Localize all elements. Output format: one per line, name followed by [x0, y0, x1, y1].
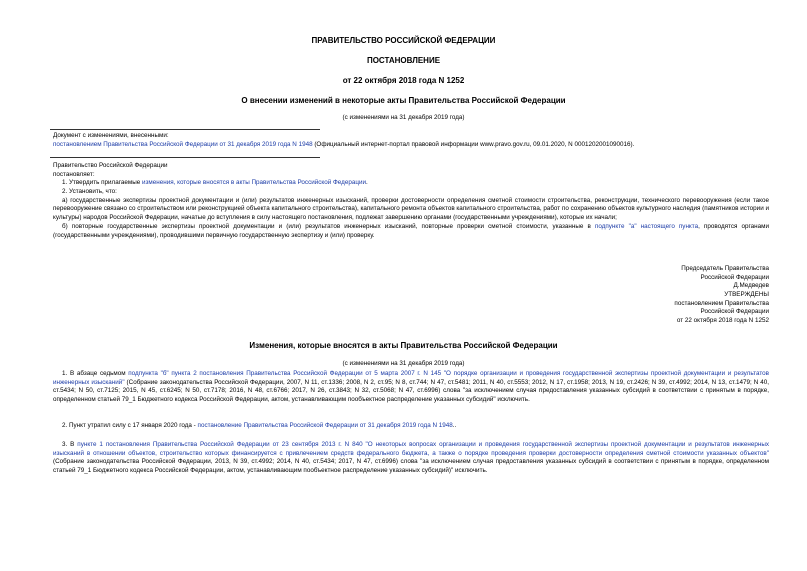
- header-date-number: от 22 октября 2018 года N 1252: [342, 76, 465, 85]
- amendments-line: постановлением Правительства Российской Федерации от 31 декабря 2019 года N 1948 (Официальный интернет-портал правовой информации www.pravo.gov.ru, 09.01.2020, N 0001202001090016).: [53, 140, 635, 148]
- change-item-3: 3. В пункте 1 постановления Правительства Российской Федерации от 23 сентября 2013 г. N 840 "О некоторых вопросах организации и проведения государственной экспертизы проектной документации и результатов инженерных изысканий в отношении объектов, строительство которых финансируется с привлечением средств федерального бюджета, а также о порядке проведения проверки достоверности определения сметной стоимости указанных объектов" (Собрание законодательства Российской Федерации, 2013, N 39, ст.4992; 2014, N 40, ст.5434; 2017, N 47, ст.6996) слова "за исключением случая предоставления указанных субсидий в соответствии с принятым в порядке, определенном статьей 79_1 Бюджетного кодекса Российской Федерации, актом, устанавливающим пообъектное распределение указанных субсидий)" исключить.: [53, 441, 769, 475]
- change-item-1: 1. В абзаце седьмом подпункта "б" пункта 2 постановления Правительства Российской Федерации от 5 марта 2007 г. N 145 "О порядке организации и проведения государственной экспертизы проектной документации и результатов инженерных изысканий" (Собрание законодательства Российской Федерации, 2007, N 11, ст.1336; 2008, N 2, ст.95; N 8, ст.744; N 47, ст.5481; 2011, N 40, ст.5553; 2012, N 17, ст.1958; 2013, N 19, ст.2426; N 39, ст.4992; 2014, N 13, ст.1479; N 40, ст.5434; N 50, ст.7125; 2015, N 45, ст.6245; N 50, ст.7178; 2016, N 48, ст.6766; 2017, N 26, ст.3843; N 32, ст.5068; N 47, ст.6996) слова "за исключением случая предоставления указанных субсидий в соответствии с принятым в порядке, определенном статьей 79_1 Бюджетного кодекса Российской Федерации, актом, устанавливающим пообъектное распределение указанных субсидий" исключить.: [53, 370, 769, 404]
- decree-body: [53, 162, 769, 240]
- header-government: ПРАВИТЕЛЬСТВО РОССИЙСКОЙ ФЕДЕРАЦИИ: [311, 36, 496, 45]
- subparagraph-link[interactable]: подпункте "а" настоящего пункта: [594, 222, 699, 230]
- paragraph-2a: а) государственные экспертизы проектной документации и (или) результатов инженерных изысканий, проверки достоверности определения сметной стоимости строительства, реконструкции, технического перевооружения (если такое перевооружение связано со строительством или реконструкцией объекта капитального строительства), капитального ремонта объектов капитального строительства, работ по сохранению объектов культурного наследия (памятников истории и культуры) народов Российской Федерации, начатые до вступления в силу настоящего постановления, подлежат завершению органами (государственными учреждениями), которые их начали;: [53, 196, 769, 222]
- changes-title: Изменения, которые вносятся в акты Правительства Российской Федерации: [249, 341, 558, 350]
- signer-name: Д.Медведев: [733, 282, 769, 290]
- signer-position: Председатель Правительства: [681, 265, 769, 272]
- decree-145-link[interactable]: подпункта "б" пункта 2 постановления Правительства Российской Федерации от 5 марта 2007 г. N 145 "О порядке организации и проведения государственной экспертизы проектной документации и результатов инженерных изысканий": [53, 370, 769, 386]
- body-government: Правительство Российской Федерации: [53, 162, 168, 169]
- header-revision: (с изменениями на 31 декабря 2019 года): [342, 114, 465, 121]
- changes-revision: (с изменениями на 31 декабря 2019 года): [342, 360, 465, 367]
- changes-link[interactable]: изменения, которые вносятся в акты Правительства Российской Федерации: [142, 179, 366, 187]
- amendments-block: [53, 132, 769, 149]
- paragraph-2: 2. Установить, что:: [62, 188, 117, 196]
- decree-1948-link[interactable]: постановление Правительства Российской Федерации от 31 декабря 2019 года N 1948: [197, 422, 453, 429]
- decree-840-link[interactable]: пункте 1 постановления Правительства Российской Федерации от 23 сентября 2013 г. N 840 "О некоторых вопросах организации и проведения государственной экспертизы проектной документации и результатов инженерных изысканий в отношении объектов, строительство которых финансируется с привлечением средств федерального бюджета, а также о порядке проведения проверки достоверности определения сметной стоимости указанных объектов": [53, 441, 769, 457]
- amendments-label: Документ с изменениями, внесенными:: [53, 132, 169, 139]
- document-page: [38, 0, 769, 571]
- header-doc-type: ПОСТАНОВЛЕНИЕ: [366, 56, 441, 65]
- signature-block: [469, 265, 769, 326]
- divider: [50, 129, 320, 130]
- paragraph-2b: б) повторные государственные экспертизы проектной документации и (или) результатов инженерных изысканий, повторные проверки сметной стоимости, указанные в подпункте "а" настоящего пункта, проводятся органами (государственными учреждениями), проводившими первичную государственную экспертизу и (или) проверку.: [53, 222, 769, 239]
- approved-by: постановлением Правительства: [674, 299, 769, 307]
- header-title: О внесении изменений в некоторые акты Правительства Российской Федерации: [241, 96, 566, 105]
- divider: [50, 157, 320, 158]
- approved-date: от 22 октября 2018 года N 1252: [676, 317, 769, 325]
- paragraph-1: 1. Утвердить прилагаемые изменения, которые вносятся в акты Правительства Российской Федерации.: [62, 179, 368, 187]
- body-decides: постановляет:: [53, 170, 95, 178]
- amendment-link[interactable]: постановлением Правительства Российской Федерации от 31 декабря 2019 года N 1948: [53, 140, 313, 148]
- signer-org: Российской Федерации: [700, 273, 769, 281]
- change-item-2: 2. Пункт утратил силу с 17 января 2020 года - постановление Правительства Российской Федерации от 31 декабря 2019 года N 1948..: [62, 422, 457, 429]
- approved-label: УТВЕРЖДЕНЫ: [724, 291, 769, 299]
- approved-org: Российской Федерации: [700, 308, 769, 316]
